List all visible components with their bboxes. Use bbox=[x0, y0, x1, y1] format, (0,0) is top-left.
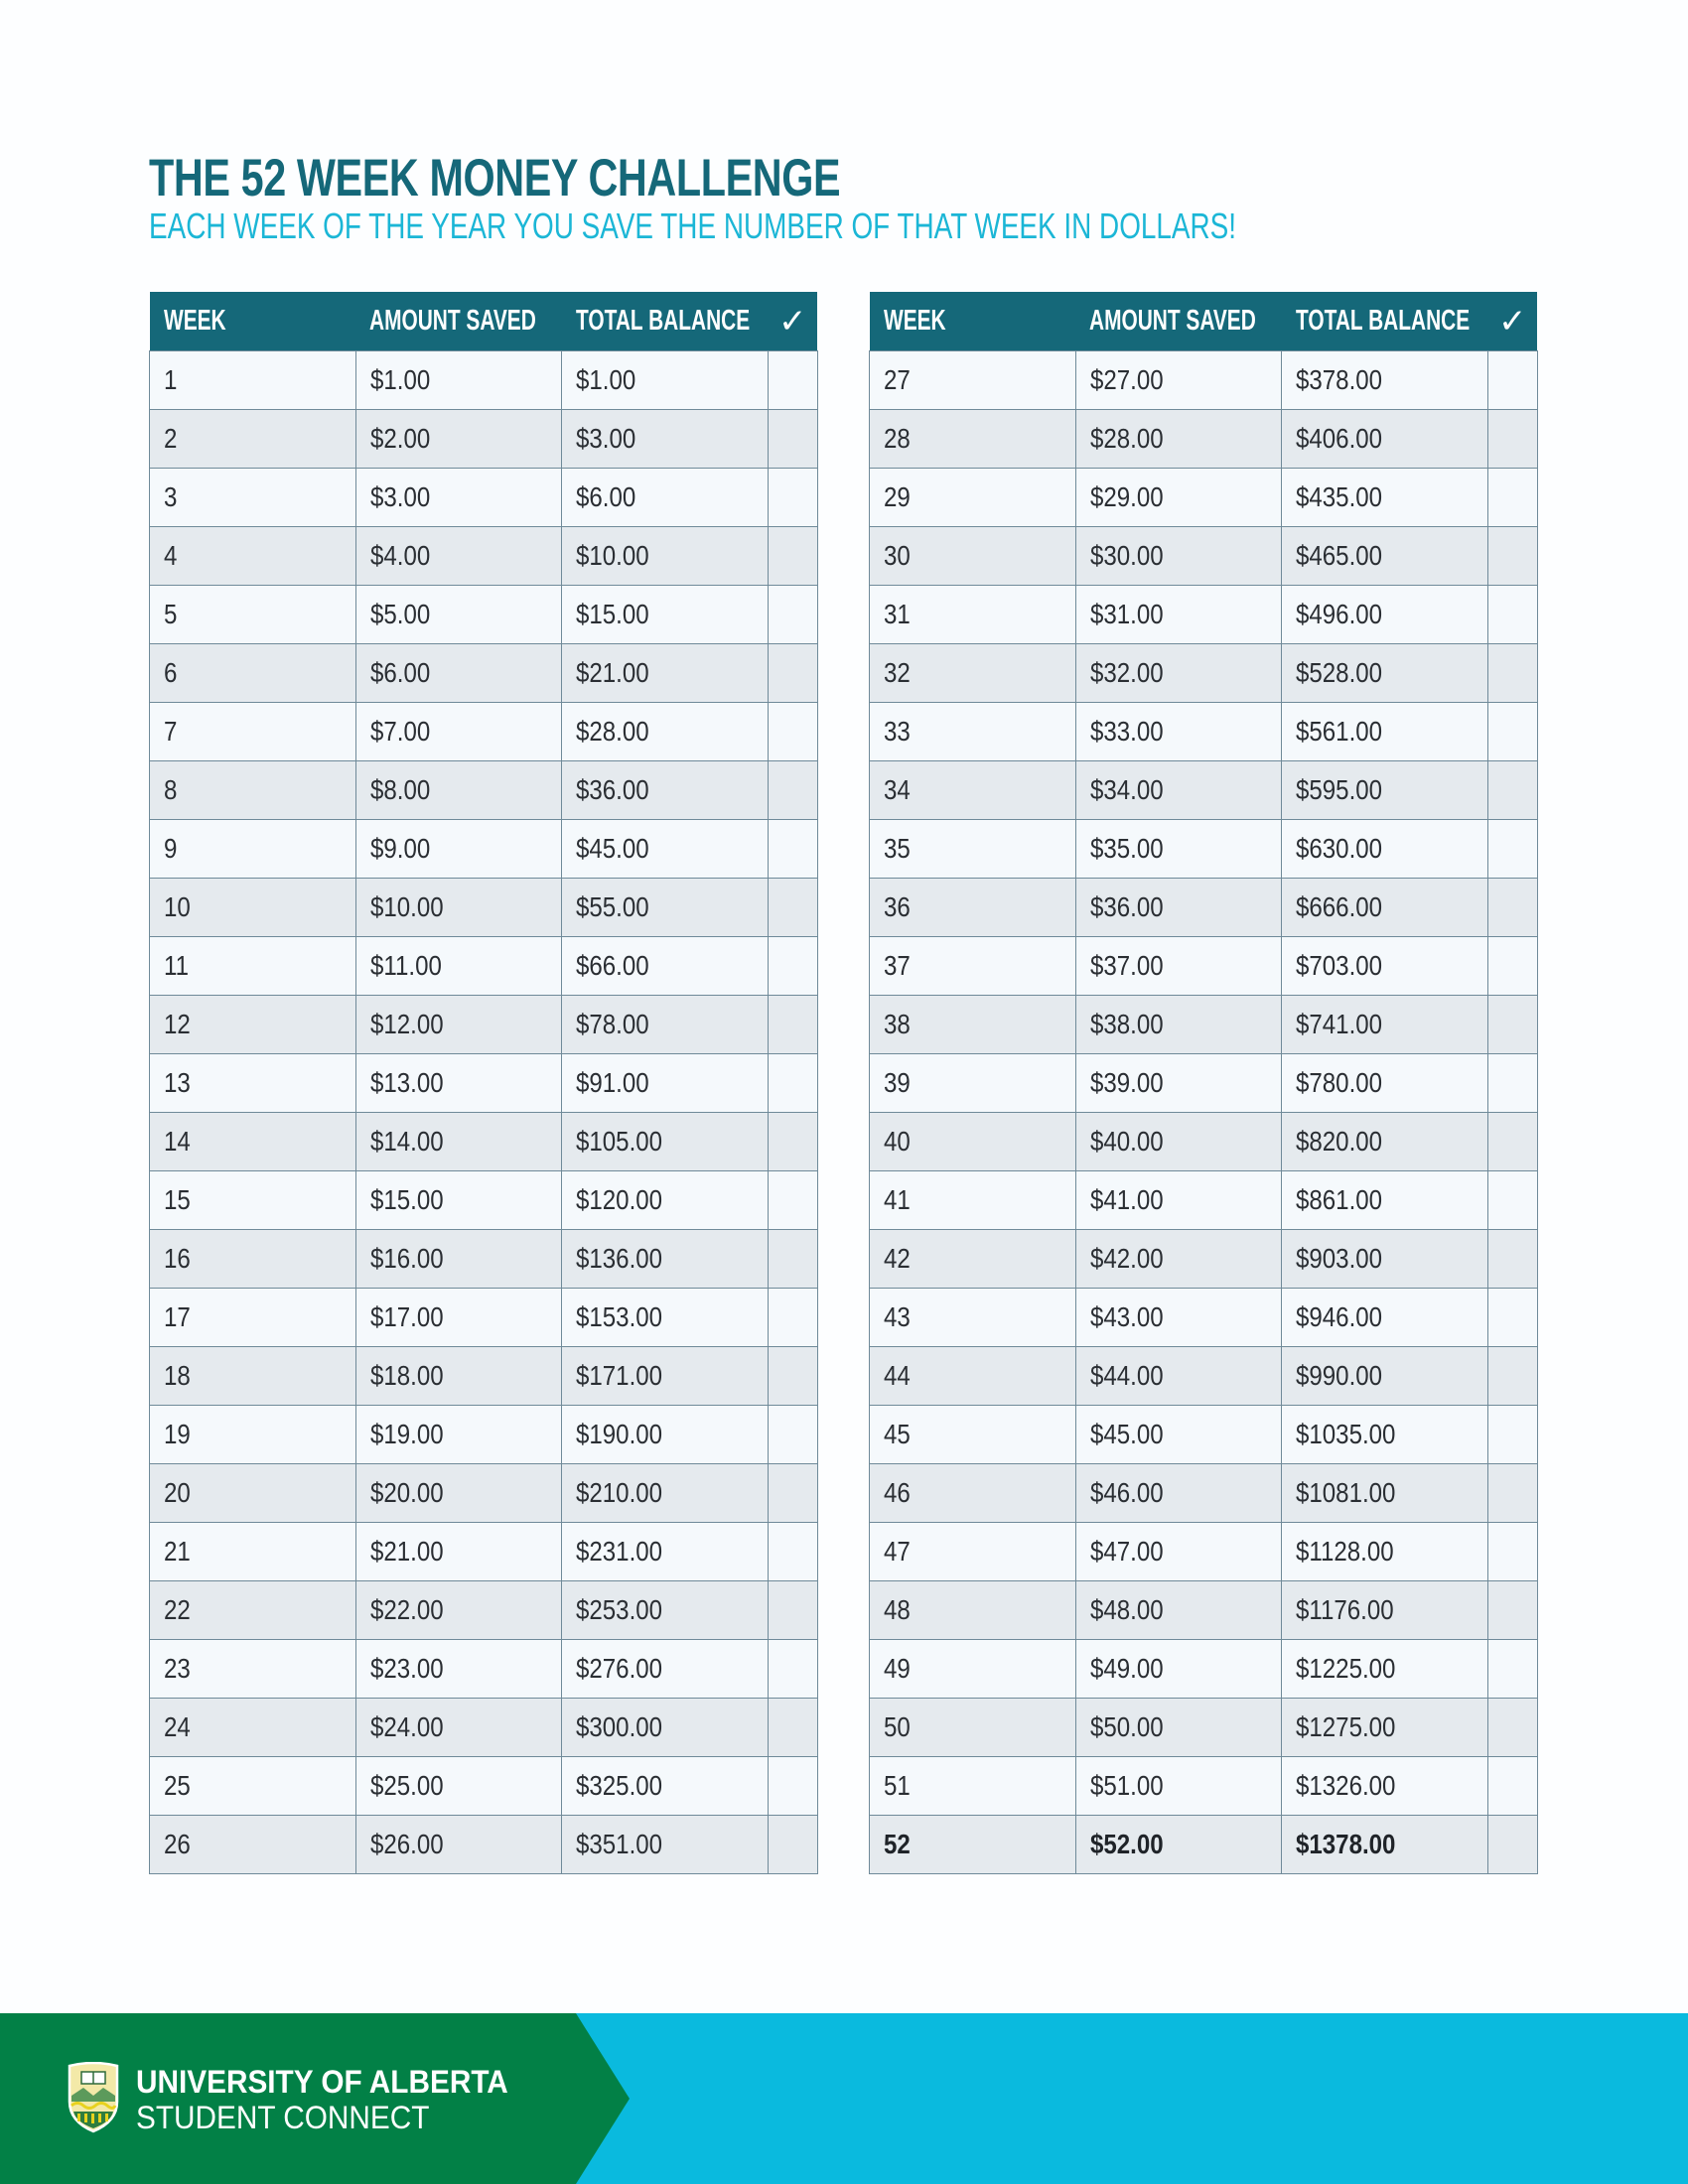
completion-checkbox-cell[interactable] bbox=[768, 1113, 817, 1171]
column-header-amount-saved: AMOUNT SAVED bbox=[355, 292, 562, 351]
week-cell: 35 bbox=[870, 820, 1076, 879]
total-balance-cell: $351.00 bbox=[562, 1816, 769, 1874]
table-row bbox=[870, 1054, 1538, 1113]
week-cell: 49 bbox=[870, 1640, 1076, 1699]
week-cell: 34 bbox=[870, 761, 1076, 820]
table-row bbox=[150, 1230, 818, 1289]
table-row bbox=[870, 703, 1538, 761]
week-cell: 11 bbox=[150, 937, 356, 996]
week-cell: 22 bbox=[150, 1581, 356, 1640]
column-header-week: WEEK bbox=[150, 292, 356, 351]
total-balance-cell: $36.00 bbox=[562, 761, 769, 820]
completion-checkbox-cell[interactable] bbox=[768, 1406, 817, 1464]
week-cell: 13 bbox=[150, 1054, 356, 1113]
total-balance-cell: $120.00 bbox=[562, 1171, 769, 1230]
savings-table-weeks-1-26 bbox=[149, 292, 818, 1874]
checkmark-icon: ✓ bbox=[768, 292, 817, 351]
amount-saved-cell: $19.00 bbox=[355, 1406, 562, 1464]
completion-checkbox-cell[interactable] bbox=[768, 703, 817, 761]
amount-saved-cell: $5.00 bbox=[355, 586, 562, 644]
total-balance-cell: $861.00 bbox=[1282, 1171, 1488, 1230]
table-row bbox=[870, 761, 1538, 820]
week-cell: 45 bbox=[870, 1406, 1076, 1464]
completion-checkbox-cell[interactable] bbox=[1487, 1289, 1537, 1347]
table-row bbox=[150, 761, 818, 820]
amount-saved-cell: $21.00 bbox=[355, 1523, 562, 1581]
table-row bbox=[150, 1816, 818, 1874]
table-row bbox=[150, 1171, 818, 1230]
table-body bbox=[150, 351, 818, 1874]
completion-checkbox-cell[interactable] bbox=[768, 469, 817, 527]
amount-saved-cell: $17.00 bbox=[355, 1289, 562, 1347]
completion-checkbox-cell[interactable] bbox=[1487, 644, 1537, 703]
week-cell: 51 bbox=[870, 1757, 1076, 1816]
total-balance-cell: $561.00 bbox=[1282, 703, 1488, 761]
amount-saved-cell: $42.00 bbox=[1075, 1230, 1282, 1289]
total-balance-cell: $105.00 bbox=[562, 1113, 769, 1171]
table-row bbox=[150, 1464, 818, 1523]
week-cell: 46 bbox=[870, 1464, 1076, 1523]
week-cell: 42 bbox=[870, 1230, 1076, 1289]
table-row bbox=[150, 1406, 818, 1464]
completion-checkbox-cell[interactable] bbox=[1487, 1757, 1537, 1816]
total-balance-cell: $21.00 bbox=[562, 644, 769, 703]
week-cell: 47 bbox=[870, 1523, 1076, 1581]
table-row bbox=[870, 1581, 1538, 1640]
week-cell: 32 bbox=[870, 644, 1076, 703]
completion-checkbox-cell[interactable] bbox=[1487, 1523, 1537, 1581]
total-balance-cell: $741.00 bbox=[1282, 996, 1488, 1054]
table-row bbox=[150, 937, 818, 996]
total-balance-cell: $15.00 bbox=[562, 586, 769, 644]
total-balance-cell: $10.00 bbox=[562, 527, 769, 586]
total-balance-cell: $946.00 bbox=[1282, 1289, 1488, 1347]
completion-checkbox-cell[interactable] bbox=[1487, 761, 1537, 820]
table-header-row bbox=[150, 292, 818, 351]
total-balance-cell: $1326.00 bbox=[1282, 1757, 1488, 1816]
total-balance-cell: $703.00 bbox=[1282, 937, 1488, 996]
total-balance-cell: $496.00 bbox=[1282, 586, 1488, 644]
completion-checkbox-cell[interactable] bbox=[768, 1757, 817, 1816]
week-cell: 37 bbox=[870, 937, 1076, 996]
amount-saved-cell: $36.00 bbox=[1075, 879, 1282, 937]
amount-saved-cell: $31.00 bbox=[1075, 586, 1282, 644]
completion-checkbox-cell[interactable] bbox=[768, 1640, 817, 1699]
completion-checkbox-cell[interactable] bbox=[1487, 1581, 1537, 1640]
week-cell: 48 bbox=[870, 1581, 1076, 1640]
completion-checkbox-cell[interactable] bbox=[1487, 1230, 1537, 1289]
completion-checkbox-cell[interactable] bbox=[1487, 703, 1537, 761]
total-balance-cell: $903.00 bbox=[1282, 1230, 1488, 1289]
week-cell: 41 bbox=[870, 1171, 1076, 1230]
column-header-week: WEEK bbox=[870, 292, 1076, 351]
table-row bbox=[150, 644, 818, 703]
week-cell: 20 bbox=[150, 1464, 356, 1523]
table-row bbox=[870, 1523, 1538, 1581]
completion-checkbox-cell[interactable] bbox=[768, 820, 817, 879]
amount-saved-cell: $40.00 bbox=[1075, 1113, 1282, 1171]
amount-saved-cell: $51.00 bbox=[1075, 1757, 1282, 1816]
completion-checkbox-cell[interactable] bbox=[768, 879, 817, 937]
week-cell: 29 bbox=[870, 469, 1076, 527]
total-balance-cell: $55.00 bbox=[562, 879, 769, 937]
completion-checkbox-cell[interactable] bbox=[768, 351, 817, 410]
total-balance-cell: $66.00 bbox=[562, 937, 769, 996]
amount-saved-cell: $27.00 bbox=[1075, 351, 1282, 410]
table-row bbox=[870, 820, 1538, 879]
completion-checkbox-cell[interactable] bbox=[1487, 996, 1537, 1054]
amount-saved-cell: $44.00 bbox=[1075, 1347, 1282, 1406]
table-row bbox=[870, 644, 1538, 703]
week-cell: 27 bbox=[870, 351, 1076, 410]
week-cell: 50 bbox=[870, 1699, 1076, 1757]
week-cell: 52 bbox=[870, 1816, 1076, 1874]
week-cell: 8 bbox=[150, 761, 356, 820]
table-row bbox=[150, 351, 818, 410]
completion-checkbox-cell[interactable] bbox=[1487, 1640, 1537, 1699]
week-cell: 1 bbox=[150, 351, 356, 410]
total-balance-cell: $780.00 bbox=[1282, 1054, 1488, 1113]
completion-checkbox-cell[interactable] bbox=[1487, 879, 1537, 937]
amount-saved-cell: $45.00 bbox=[1075, 1406, 1282, 1464]
amount-saved-cell: $37.00 bbox=[1075, 937, 1282, 996]
university-crest-icon bbox=[66, 2062, 121, 2133]
total-balance-cell: $1035.00 bbox=[1282, 1406, 1488, 1464]
total-balance-cell: $325.00 bbox=[562, 1757, 769, 1816]
completion-checkbox-cell[interactable] bbox=[1487, 1464, 1537, 1523]
amount-saved-cell: $41.00 bbox=[1075, 1171, 1282, 1230]
total-balance-cell: $300.00 bbox=[562, 1699, 769, 1757]
amount-saved-cell: $11.00 bbox=[355, 937, 562, 996]
amount-saved-cell: $13.00 bbox=[355, 1054, 562, 1113]
amount-saved-cell: $49.00 bbox=[1075, 1640, 1282, 1699]
amount-saved-cell: $28.00 bbox=[1075, 410, 1282, 469]
week-cell: 15 bbox=[150, 1171, 356, 1230]
completion-checkbox-cell[interactable] bbox=[768, 1171, 817, 1230]
total-balance-cell: $595.00 bbox=[1282, 761, 1488, 820]
amount-saved-cell: $8.00 bbox=[355, 761, 562, 820]
completion-checkbox-cell[interactable] bbox=[768, 1347, 817, 1406]
completion-checkbox-cell[interactable] bbox=[1487, 1816, 1537, 1874]
amount-saved-cell: $48.00 bbox=[1075, 1581, 1282, 1640]
table-row bbox=[870, 996, 1538, 1054]
completion-checkbox-cell[interactable] bbox=[768, 1699, 817, 1757]
total-balance-cell: $1128.00 bbox=[1282, 1523, 1488, 1581]
savings-table-weeks-27-52 bbox=[869, 292, 1538, 1874]
week-cell: 40 bbox=[870, 1113, 1076, 1171]
table-row bbox=[870, 586, 1538, 644]
table-row bbox=[870, 527, 1538, 586]
total-balance-cell: $1378.00 bbox=[1282, 1816, 1488, 1874]
table-row bbox=[870, 879, 1538, 937]
table-row bbox=[150, 1523, 818, 1581]
week-cell: 6 bbox=[150, 644, 356, 703]
completion-checkbox-cell[interactable] bbox=[768, 1816, 817, 1874]
amount-saved-cell: $43.00 bbox=[1075, 1289, 1282, 1347]
amount-saved-cell: $22.00 bbox=[355, 1581, 562, 1640]
table-row bbox=[150, 1699, 818, 1757]
total-balance-cell: $190.00 bbox=[562, 1406, 769, 1464]
total-balance-cell: $666.00 bbox=[1282, 879, 1488, 937]
completion-checkbox-cell[interactable] bbox=[1487, 1054, 1537, 1113]
week-cell: 39 bbox=[870, 1054, 1076, 1113]
amount-saved-cell: $47.00 bbox=[1075, 1523, 1282, 1581]
column-header-total-balance: TOTAL BALANCE bbox=[1282, 292, 1488, 351]
week-cell: 26 bbox=[150, 1816, 356, 1874]
total-balance-cell: $1081.00 bbox=[1282, 1464, 1488, 1523]
amount-saved-cell: $12.00 bbox=[355, 996, 562, 1054]
column-header-total-balance: TOTAL BALANCE bbox=[562, 292, 769, 351]
total-balance-cell: $136.00 bbox=[562, 1230, 769, 1289]
amount-saved-cell: $46.00 bbox=[1075, 1464, 1282, 1523]
week-cell: 17 bbox=[150, 1289, 356, 1347]
table-row bbox=[870, 937, 1538, 996]
amount-saved-cell: $6.00 bbox=[355, 644, 562, 703]
total-balance-cell: $378.00 bbox=[1282, 351, 1488, 410]
footer-brand-university: UNIVERSITY OF ALBERTA bbox=[136, 2064, 508, 2100]
completion-checkbox-cell[interactable] bbox=[1487, 1113, 1537, 1171]
table-row bbox=[870, 1816, 1538, 1874]
amount-saved-cell: $3.00 bbox=[355, 469, 562, 527]
total-balance-cell: $6.00 bbox=[562, 469, 769, 527]
total-balance-cell: $1.00 bbox=[562, 351, 769, 410]
table-row bbox=[870, 1699, 1538, 1757]
completion-checkbox-cell[interactable] bbox=[1487, 820, 1537, 879]
table-row bbox=[150, 879, 818, 937]
amount-saved-cell: $32.00 bbox=[1075, 644, 1282, 703]
week-cell: 16 bbox=[150, 1230, 356, 1289]
total-balance-cell: $820.00 bbox=[1282, 1113, 1488, 1171]
week-cell: 9 bbox=[150, 820, 356, 879]
completion-checkbox-cell[interactable] bbox=[768, 1464, 817, 1523]
total-balance-cell: $153.00 bbox=[562, 1289, 769, 1347]
table-row bbox=[870, 1347, 1538, 1406]
completion-checkbox-cell[interactable] bbox=[1487, 351, 1537, 410]
total-balance-cell: $276.00 bbox=[562, 1640, 769, 1699]
total-balance-cell: $465.00 bbox=[1282, 527, 1488, 586]
amount-saved-cell: $30.00 bbox=[1075, 527, 1282, 586]
table-row bbox=[870, 1757, 1538, 1816]
week-cell: 28 bbox=[870, 410, 1076, 469]
total-balance-cell: $210.00 bbox=[562, 1464, 769, 1523]
total-balance-cell: $91.00 bbox=[562, 1054, 769, 1113]
amount-saved-cell: $15.00 bbox=[355, 1171, 562, 1230]
completion-checkbox-cell[interactable] bbox=[768, 527, 817, 586]
completion-checkbox-cell[interactable] bbox=[768, 586, 817, 644]
amount-saved-cell: $50.00 bbox=[1075, 1699, 1282, 1757]
table-row bbox=[150, 527, 818, 586]
amount-saved-cell: $26.00 bbox=[355, 1816, 562, 1874]
completion-checkbox-cell[interactable] bbox=[768, 1054, 817, 1113]
week-cell: 3 bbox=[150, 469, 356, 527]
amount-saved-cell: $24.00 bbox=[355, 1699, 562, 1757]
completion-checkbox-cell[interactable] bbox=[768, 644, 817, 703]
amount-saved-cell: $38.00 bbox=[1075, 996, 1282, 1054]
amount-saved-cell: $9.00 bbox=[355, 820, 562, 879]
week-cell: 25 bbox=[150, 1757, 356, 1816]
page-subtitle: EACH WEEK OF THE YEAR YOU SAVE THE NUMBER OF THAT WEEK IN DOLLARS! bbox=[149, 205, 1237, 246]
total-balance-cell: $231.00 bbox=[562, 1523, 769, 1581]
week-cell: 33 bbox=[870, 703, 1076, 761]
total-balance-cell: $435.00 bbox=[1282, 469, 1488, 527]
total-balance-cell: $1275.00 bbox=[1282, 1699, 1488, 1757]
table-row bbox=[870, 410, 1538, 469]
week-cell: 7 bbox=[150, 703, 356, 761]
completion-checkbox-cell[interactable] bbox=[1487, 1171, 1537, 1230]
completion-checkbox-cell[interactable] bbox=[1487, 1699, 1537, 1757]
week-cell: 14 bbox=[150, 1113, 356, 1171]
table-row bbox=[150, 1289, 818, 1347]
completion-checkbox-cell[interactable] bbox=[1487, 937, 1537, 996]
completion-checkbox-cell[interactable] bbox=[768, 410, 817, 469]
table-row bbox=[870, 1113, 1538, 1171]
completion-checkbox-cell[interactable] bbox=[1487, 1347, 1537, 1406]
amount-saved-cell: $35.00 bbox=[1075, 820, 1282, 879]
completion-checkbox-cell[interactable] bbox=[768, 761, 817, 820]
week-cell: 18 bbox=[150, 1347, 356, 1406]
footer-brand-student-connect: STUDENT CONNECT bbox=[136, 2100, 430, 2135]
total-balance-cell: $45.00 bbox=[562, 820, 769, 879]
table-row bbox=[150, 1640, 818, 1699]
amount-saved-cell: $52.00 bbox=[1075, 1816, 1282, 1874]
table-row bbox=[150, 469, 818, 527]
table-header-row bbox=[870, 292, 1538, 351]
table-row bbox=[150, 996, 818, 1054]
week-cell: 24 bbox=[150, 1699, 356, 1757]
table-row bbox=[150, 586, 818, 644]
table-row bbox=[150, 1757, 818, 1816]
total-balance-cell: $253.00 bbox=[562, 1581, 769, 1640]
total-balance-cell: $78.00 bbox=[562, 996, 769, 1054]
week-cell: 5 bbox=[150, 586, 356, 644]
amount-saved-cell: $16.00 bbox=[355, 1230, 562, 1289]
table-row bbox=[150, 1347, 818, 1406]
total-balance-cell: $28.00 bbox=[562, 703, 769, 761]
week-cell: 10 bbox=[150, 879, 356, 937]
completion-checkbox-cell[interactable] bbox=[1487, 527, 1537, 586]
amount-saved-cell: $7.00 bbox=[355, 703, 562, 761]
amount-saved-cell: $25.00 bbox=[355, 1757, 562, 1816]
completion-checkbox-cell[interactable] bbox=[768, 1523, 817, 1581]
total-balance-cell: $3.00 bbox=[562, 410, 769, 469]
completion-checkbox-cell[interactable] bbox=[768, 996, 817, 1054]
table-row bbox=[870, 469, 1538, 527]
total-balance-cell: $406.00 bbox=[1282, 410, 1488, 469]
completion-checkbox-cell[interactable] bbox=[768, 1289, 817, 1347]
table-row bbox=[150, 1113, 818, 1171]
week-cell: 23 bbox=[150, 1640, 356, 1699]
amount-saved-cell: $1.00 bbox=[355, 351, 562, 410]
week-cell: 44 bbox=[870, 1347, 1076, 1406]
completion-checkbox-cell[interactable] bbox=[768, 1230, 817, 1289]
amount-saved-cell: $2.00 bbox=[355, 410, 562, 469]
week-cell: 12 bbox=[150, 996, 356, 1054]
checkmark-icon: ✓ bbox=[1487, 292, 1537, 351]
total-balance-cell: $1225.00 bbox=[1282, 1640, 1488, 1699]
table-row bbox=[150, 1581, 818, 1640]
week-cell: 38 bbox=[870, 996, 1076, 1054]
amount-saved-cell: $10.00 bbox=[355, 879, 562, 937]
week-cell: 21 bbox=[150, 1523, 356, 1581]
completion-checkbox-cell[interactable] bbox=[1487, 1406, 1537, 1464]
total-balance-cell: $990.00 bbox=[1282, 1347, 1488, 1406]
table-row bbox=[870, 351, 1538, 410]
week-cell: 36 bbox=[870, 879, 1076, 937]
completion-checkbox-cell[interactable] bbox=[768, 1581, 817, 1640]
amount-saved-cell: $34.00 bbox=[1075, 761, 1282, 820]
amount-saved-cell: $29.00 bbox=[1075, 469, 1282, 527]
week-cell: 4 bbox=[150, 527, 356, 586]
table-row bbox=[870, 1289, 1538, 1347]
week-cell: 30 bbox=[870, 527, 1076, 586]
table-row bbox=[150, 410, 818, 469]
table-row bbox=[870, 1406, 1538, 1464]
table-row bbox=[870, 1230, 1538, 1289]
total-balance-cell: $528.00 bbox=[1282, 644, 1488, 703]
table-body bbox=[870, 351, 1538, 1874]
table-row bbox=[870, 1171, 1538, 1230]
amount-saved-cell: $14.00 bbox=[355, 1113, 562, 1171]
amount-saved-cell: $4.00 bbox=[355, 527, 562, 586]
column-header-amount-saved: AMOUNT SAVED bbox=[1075, 292, 1282, 351]
week-cell: 19 bbox=[150, 1406, 356, 1464]
amount-saved-cell: $18.00 bbox=[355, 1347, 562, 1406]
completion-checkbox-cell[interactable] bbox=[768, 937, 817, 996]
table-row bbox=[150, 820, 818, 879]
total-balance-cell: $171.00 bbox=[562, 1347, 769, 1406]
table-row bbox=[150, 1054, 818, 1113]
completion-checkbox-cell[interactable] bbox=[1487, 469, 1537, 527]
week-cell: 43 bbox=[870, 1289, 1076, 1347]
completion-checkbox-cell[interactable] bbox=[1487, 586, 1537, 644]
week-cell: 31 bbox=[870, 586, 1076, 644]
amount-saved-cell: $20.00 bbox=[355, 1464, 562, 1523]
page-title: THE 52 WEEK MONEY CHALLENGE bbox=[149, 149, 841, 207]
table-row bbox=[150, 703, 818, 761]
total-balance-cell: $1176.00 bbox=[1282, 1581, 1488, 1640]
week-cell: 2 bbox=[150, 410, 356, 469]
completion-checkbox-cell[interactable] bbox=[1487, 410, 1537, 469]
table-row bbox=[870, 1640, 1538, 1699]
amount-saved-cell: $23.00 bbox=[355, 1640, 562, 1699]
amount-saved-cell: $39.00 bbox=[1075, 1054, 1282, 1113]
table-row bbox=[870, 1464, 1538, 1523]
total-balance-cell: $630.00 bbox=[1282, 820, 1488, 879]
amount-saved-cell: $33.00 bbox=[1075, 703, 1282, 761]
